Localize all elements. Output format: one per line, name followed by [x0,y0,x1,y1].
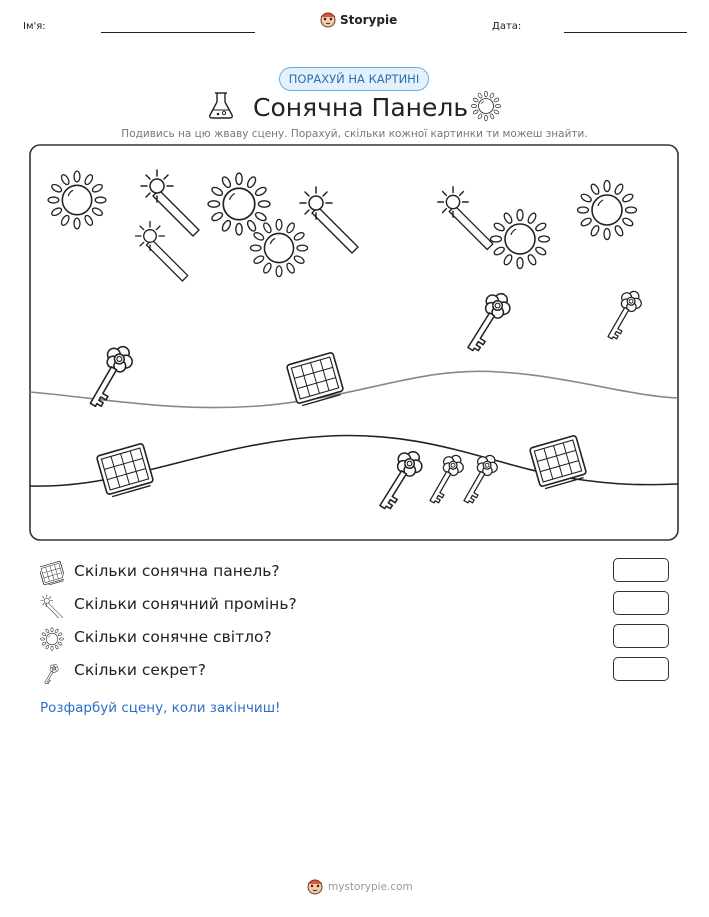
question-row-key [40,660,680,684]
question-row-solar-panel [40,561,680,585]
name-label: Ім'я: [23,21,46,32]
subtitle: Подивись на цю жваву сцену. Порахуй, скільки кожної картинки ти можеш знайти. [121,128,588,140]
question-text: Скільки сонячна панель? [74,562,280,580]
question-text: Скільки сонячний промінь? [74,595,297,613]
answer-box-key[interactable] [613,657,669,681]
question-row-sun-ray [40,594,680,618]
storypie-mascot-icon [307,879,323,895]
brand-logo [320,12,397,28]
answer-box-sun[interactable] [613,624,669,648]
storypie-mascot-icon [320,12,336,28]
brand-name: Storypie [340,13,398,27]
date-line[interactable] [564,32,687,33]
flask-icon [206,89,236,121]
coloring-note: Розфарбуй сцену, коли закінчиш! [40,700,281,716]
date-label: Дата: [492,21,522,32]
footer [307,879,413,895]
key-icon [40,660,64,684]
sun-icon [40,627,64,651]
sun-ray-icon [40,594,64,618]
name-line[interactable] [101,32,255,33]
question-text: Скільки сонячне світло? [74,628,272,646]
counting-scene [29,144,679,541]
page-title: Сонячна Панель [253,93,469,122]
solar-panel-icon [40,561,64,585]
title-sun-icon [471,91,501,121]
answer-box-sun-ray[interactable] [613,591,669,615]
question-row-sun [40,627,680,651]
count-badge: ПОРАХУЙ НА КАРТИНІ [279,67,429,91]
question-text: Скільки секрет? [74,661,206,679]
answer-box-solar-panel[interactable] [613,558,669,582]
footer-site[interactable]: mystorypie.com [328,881,413,893]
